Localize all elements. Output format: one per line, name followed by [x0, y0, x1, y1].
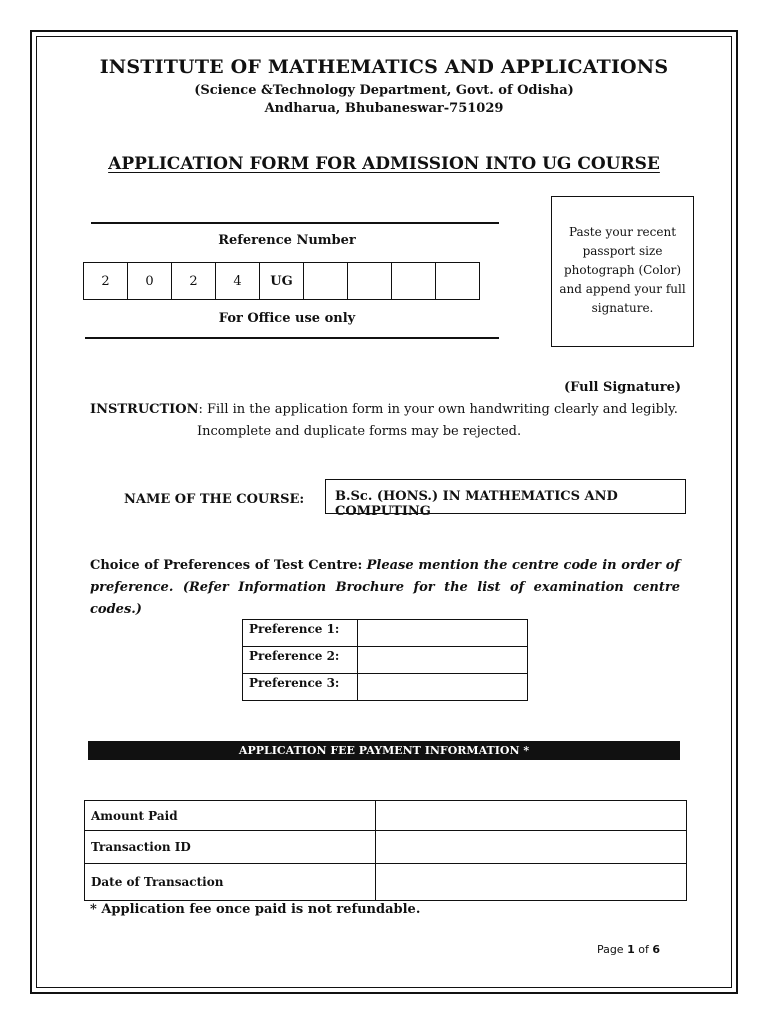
- preference-label: Preference 3:: [243, 674, 358, 701]
- table-row: [243, 620, 528, 647]
- reference-top-rule: [91, 222, 499, 224]
- office-use-label: For Office use only: [218, 311, 356, 326]
- fee-payment-table: [84, 800, 687, 901]
- preference-label: Preference 2:: [243, 647, 358, 674]
- table-row: [85, 831, 687, 864]
- refund-note: * Application fee once paid is not refundable.: [90, 902, 421, 917]
- reference-number-grid: [83, 262, 480, 300]
- reference-bottom-rule: [85, 337, 499, 339]
- instruction-label: INSTRUCTION: [90, 402, 199, 417]
- reference-cell[interactable]: 2: [84, 263, 128, 300]
- preference-1-field[interactable]: [358, 620, 528, 647]
- reference-cell[interactable]: 0: [128, 263, 172, 300]
- fee-label: Transaction ID: [85, 831, 376, 864]
- reference-cell[interactable]: [392, 263, 436, 300]
- transaction-id-field[interactable]: [376, 831, 687, 864]
- preference-table: [242, 619, 528, 701]
- fee-section-header: APPLICATION FEE PAYMENT INFORMATION *: [88, 741, 680, 760]
- course-name-field[interactable]: B.Sc. (HONS.) IN MATHEMATICS AND COMPUTING: [325, 479, 686, 514]
- instruction-line-2: Incomplete and duplicate forms may be rejected.: [197, 424, 522, 439]
- reference-cell[interactable]: [348, 263, 392, 300]
- instruction-line-1: INSTRUCTION: Fill in the application form in your own handwriting clearly and legibly.: [90, 402, 678, 417]
- reference-cell[interactable]: 2: [172, 263, 216, 300]
- full-signature-label: (Full Signature): [563, 380, 681, 395]
- page-number: Page 1 of 6: [596, 943, 660, 956]
- preference-2-field[interactable]: [358, 647, 528, 674]
- form-title: APPLICATION FORM FOR ADMISSION INTO UG COURSE: [108, 154, 660, 174]
- department-line: (Science &Technology Department, Govt. of Odisha): [194, 83, 574, 98]
- course-label: NAME OF THE COURSE:: [124, 492, 305, 507]
- reference-cell[interactable]: UG: [260, 263, 304, 300]
- preference-label: Preference 1:: [243, 620, 358, 647]
- reference-cell[interactable]: [304, 263, 348, 300]
- preference-3-field[interactable]: [358, 674, 528, 701]
- amount-paid-field[interactable]: [376, 801, 687, 831]
- table-row: [85, 801, 687, 831]
- fee-label: Amount Paid: [85, 801, 376, 831]
- reference-cell[interactable]: [436, 263, 480, 300]
- transaction-date-field[interactable]: [376, 864, 687, 901]
- test-centre-instruction: Choice of Preferences of Test Centre: Please mention the centre code in order of preference. (Refer Information Brochure for the list of examination centre codes.): [90, 558, 681, 617]
- address-line: Andharua, Bhubaneswar-751029: [264, 101, 504, 116]
- institute-name: INSTITUTE OF MATHEMATICS AND APPLICATIONS: [99, 56, 669, 78]
- table-row: [243, 674, 528, 701]
- reference-cell[interactable]: 4: [216, 263, 260, 300]
- table-row: [243, 647, 528, 674]
- fee-label: Date of Transaction: [85, 864, 376, 901]
- table-row: [85, 864, 687, 901]
- photo-paste-box[interactable]: Paste your recent passport size photograph (Color) and append your full signature.: [551, 196, 694, 347]
- reference-number-label: Reference Number: [218, 233, 356, 248]
